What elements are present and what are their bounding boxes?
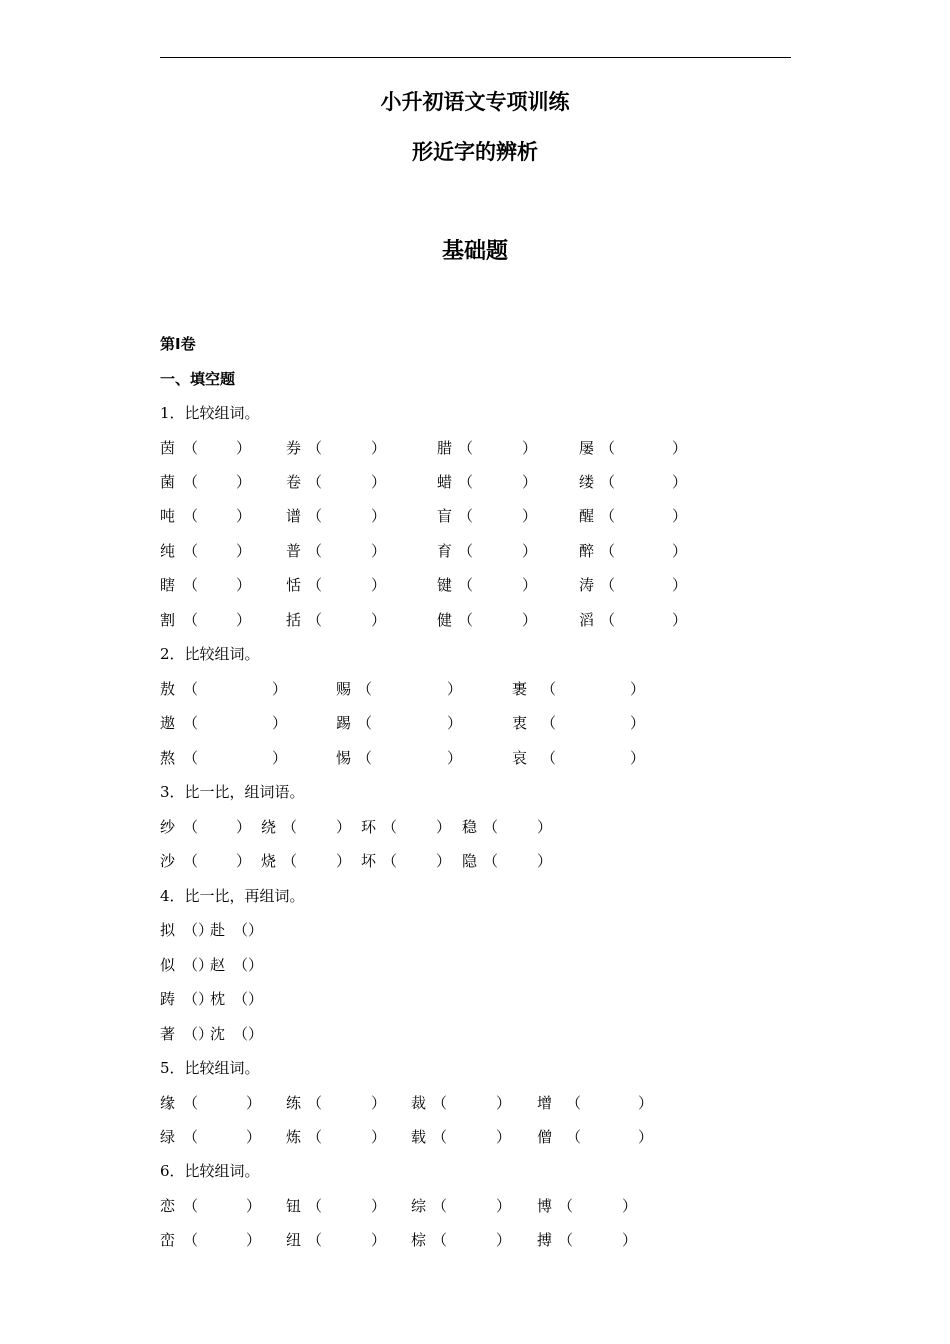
answer-blank: （）	[233, 956, 264, 974]
answer-blank-close: ）	[236, 542, 252, 560]
answer-blank-open: （	[183, 1231, 199, 1249]
q3-row	[0, 851, 950, 871]
answer-blank-open: （	[307, 611, 323, 629]
answer-blank-close: ）	[371, 1094, 387, 1112]
character: 赐	[336, 680, 352, 698]
character: 绿	[160, 1128, 176, 1146]
character: 涛	[579, 576, 595, 594]
answer-blank-close: ）	[447, 749, 463, 767]
answer-blank-open: （	[600, 542, 616, 560]
page-title: 小升初语文专项训练	[380, 90, 570, 114]
character: 腊	[437, 439, 453, 457]
character: 割	[160, 611, 176, 629]
answer-blank-open: （	[566, 1128, 582, 1146]
answer-blank-close: ）	[522, 473, 538, 491]
answer-blank-open: （	[183, 852, 199, 870]
answer-blank-close: ）	[496, 1128, 512, 1146]
character: 敖	[160, 680, 176, 698]
q4-row	[0, 920, 950, 940]
character: 蜡	[437, 473, 453, 491]
answer-blank-open: （	[183, 473, 199, 491]
answer-blank: （）	[233, 990, 264, 1008]
character: 稳	[462, 818, 478, 836]
answer-blank-close: ）	[496, 1094, 512, 1112]
answer-blank-close: ）	[371, 439, 387, 457]
page-subtitle: 形近字的辨析	[412, 140, 538, 164]
answer-blank-close: ）	[272, 714, 288, 732]
character: 枕	[210, 990, 226, 1008]
q1-row	[0, 438, 950, 458]
q4-row	[0, 989, 950, 1009]
answer-blank-open: （	[600, 507, 616, 525]
q1-row	[0, 541, 950, 561]
character: 括	[286, 611, 302, 629]
character: 惕	[336, 749, 352, 767]
answer-blank-close: ）	[371, 611, 387, 629]
answer-blank-close: ）	[522, 439, 538, 457]
q2-row	[0, 679, 950, 699]
character: 屡	[579, 439, 595, 457]
character: 环	[361, 818, 377, 836]
answer-blank-close: ）	[638, 1128, 654, 1146]
answer-blank-open: （	[458, 576, 474, 594]
answer-blank-open: （	[432, 1231, 448, 1249]
answer-blank-close: ）	[522, 542, 538, 560]
answer-blank-close: ）	[630, 749, 646, 767]
answer-blank-open: （	[600, 576, 616, 594]
q4-prompt: 4．比一比，再组词。	[160, 887, 305, 905]
q4-row	[0, 1024, 950, 1044]
answer-blank-open: （	[183, 818, 199, 836]
answer-blank-close: ）	[371, 1128, 387, 1146]
character: 茵	[160, 439, 176, 457]
character: 综	[411, 1197, 427, 1215]
answer-blank-open: （	[183, 680, 199, 698]
answer-blank: （）	[183, 956, 214, 974]
answer-blank-close: ）	[672, 542, 688, 560]
character: 沙	[160, 852, 176, 870]
answer-blank-open: （	[357, 680, 373, 698]
character: 吨	[160, 507, 176, 525]
q2-row	[0, 713, 950, 733]
character: 谱	[286, 507, 302, 525]
answer-blank-close: ）	[496, 1197, 512, 1215]
answer-blank-close: ）	[371, 473, 387, 491]
character: 育	[437, 542, 453, 560]
answer-blank-open: （	[282, 852, 298, 870]
answer-blank-close: ）	[236, 439, 252, 457]
character: 券	[286, 439, 302, 457]
answer-blank-open: （	[483, 818, 499, 836]
answer-blank-close: ）	[371, 542, 387, 560]
answer-blank-close: ）	[496, 1231, 512, 1249]
q3-row	[0, 817, 950, 837]
character: 纱	[160, 818, 176, 836]
answer-blank-open: （	[541, 749, 557, 767]
q1-prompt: 1．比较组词。	[160, 404, 260, 422]
character: 练	[286, 1094, 302, 1112]
answer-blank-open: （	[558, 1231, 574, 1249]
answer-blank-open: （	[458, 507, 474, 525]
character: 衷	[512, 714, 528, 732]
answer-blank-open: （	[382, 852, 398, 870]
answer-blank-close: ）	[447, 714, 463, 732]
answer-blank-close: ）	[537, 852, 553, 870]
answer-blank-close: ）	[236, 576, 252, 594]
character: 沈	[210, 1025, 226, 1043]
level-heading: 基础题	[441, 239, 508, 264]
answer-blank-close: ）	[336, 852, 352, 870]
character: 博	[537, 1197, 553, 1215]
answer-blank-open: （	[566, 1094, 582, 1112]
character: 裹	[512, 680, 528, 698]
answer-blank-open: （	[483, 852, 499, 870]
answer-blank-open: （	[307, 1231, 323, 1249]
character: 坏	[361, 852, 377, 870]
character: 增	[537, 1094, 553, 1112]
character: 峦	[160, 1231, 176, 1249]
answer-blank-open: （	[183, 507, 199, 525]
character: 健	[437, 611, 453, 629]
answer-blank-open: （	[357, 749, 373, 767]
answer-blank: （）	[183, 921, 214, 939]
answer-blank-close: ）	[236, 852, 252, 870]
answer-blank-open: （	[307, 473, 323, 491]
character: 隐	[462, 852, 478, 870]
answer-blank-open: （	[183, 749, 199, 767]
character: 炼	[286, 1128, 302, 1146]
answer-blank-open: （	[458, 611, 474, 629]
answer-blank-open: （	[183, 1197, 199, 1215]
answer-blank-open: （	[307, 1197, 323, 1215]
character: 纯	[160, 542, 176, 560]
q2-prompt: 2．比较组词。	[160, 645, 260, 663]
character: 赴	[210, 921, 226, 939]
character: 纽	[286, 1231, 302, 1249]
answer-blank-close: ）	[672, 439, 688, 457]
answer-blank-open: （	[541, 680, 557, 698]
answer-blank-close: ）	[236, 818, 252, 836]
volume-label: 第Ⅰ卷	[160, 335, 196, 353]
character: 卷	[286, 473, 302, 491]
character: 哀	[512, 749, 528, 767]
answer-blank-close: ）	[371, 1197, 387, 1215]
answer-blank-close: ）	[236, 611, 252, 629]
q1-row	[0, 506, 950, 526]
q3-prompt: 3．比一比，组词语。	[160, 783, 305, 801]
character: 普	[286, 542, 302, 560]
answer-blank-open: （	[307, 1094, 323, 1112]
answer-blank-close: ）	[246, 1094, 262, 1112]
answer-blank-close: ）	[236, 473, 252, 491]
answer-blank-close: ）	[672, 507, 688, 525]
q4-row	[0, 955, 950, 975]
answer-blank-open: （	[183, 611, 199, 629]
answer-blank-close: ）	[246, 1128, 262, 1146]
character: 踌	[160, 990, 176, 1008]
character: 键	[437, 576, 453, 594]
q1-row	[0, 575, 950, 595]
answer-blank-open: （	[307, 1128, 323, 1146]
answer-blank-open: （	[600, 439, 616, 457]
answer-blank-close: ）	[236, 507, 252, 525]
answer-blank-open: （	[307, 542, 323, 560]
character: 裁	[411, 1094, 427, 1112]
character: 缕	[579, 473, 595, 491]
answer-blank-open: （	[600, 473, 616, 491]
answer-blank-open: （	[432, 1094, 448, 1112]
q6-prompt: 6．比较组词。	[160, 1162, 260, 1180]
character: 盲	[437, 507, 453, 525]
answer-blank-close: ）	[522, 507, 538, 525]
answer-blank-open: （	[183, 542, 199, 560]
answer-blank-close: ）	[630, 680, 646, 698]
answer-blank-open: （	[458, 473, 474, 491]
answer-blank-close: ）	[272, 680, 288, 698]
answer-blank-close: ）	[371, 1231, 387, 1249]
q5-row	[0, 1127, 950, 1147]
character: 僧	[537, 1128, 553, 1146]
answer-blank-close: ）	[638, 1094, 654, 1112]
q6-row	[0, 1196, 950, 1216]
character: 醉	[579, 542, 595, 560]
character: 恬	[286, 576, 302, 594]
character: 钮	[286, 1197, 302, 1215]
answer-blank-open: （	[282, 818, 298, 836]
character: 搏	[537, 1231, 553, 1249]
answer-blank-close: ）	[246, 1231, 262, 1249]
character: 烧	[261, 852, 277, 870]
answer-blank-open: （	[307, 439, 323, 457]
answer-blank-close: ）	[622, 1231, 638, 1249]
answer-blank-close: ）	[436, 818, 452, 836]
answer-blank-close: ）	[622, 1197, 638, 1215]
character: 棕	[411, 1231, 427, 1249]
character: 踢	[336, 714, 352, 732]
answer-blank-open: （	[357, 714, 373, 732]
answer-blank-close: ）	[522, 611, 538, 629]
answer-blank-close: ）	[447, 680, 463, 698]
answer-blank-close: ）	[272, 749, 288, 767]
answer-blank-close: ）	[672, 611, 688, 629]
answer-blank-open: （	[600, 611, 616, 629]
character: 醒	[579, 507, 595, 525]
q2-row	[0, 748, 950, 768]
answer-blank-open: （	[432, 1197, 448, 1215]
answer-blank-close: ）	[336, 818, 352, 836]
answer-blank-open: （	[382, 818, 398, 836]
answer-blank-open: （	[458, 439, 474, 457]
character: 瞎	[160, 576, 176, 594]
character: 著	[160, 1025, 176, 1043]
answer-blank-close: ）	[537, 818, 553, 836]
character: 遨	[160, 714, 176, 732]
answer-blank: （）	[233, 1025, 264, 1043]
answer-blank-open: （	[432, 1128, 448, 1146]
answer-blank-open: （	[183, 1094, 199, 1112]
character: 绕	[261, 818, 277, 836]
character: 载	[411, 1128, 427, 1146]
answer-blank-open: （	[183, 439, 199, 457]
answer-blank-close: ）	[630, 714, 646, 732]
q1-row	[0, 472, 950, 492]
answer-blank-open: （	[183, 576, 199, 594]
answer-blank-open: （	[307, 576, 323, 594]
character: 恋	[160, 1197, 176, 1215]
answer-blank: （）	[183, 1025, 214, 1043]
answer-blank-open: （	[307, 507, 323, 525]
q1-row	[0, 610, 950, 630]
answer-blank-open: （	[541, 714, 557, 732]
q6-row	[0, 1230, 950, 1250]
character: 菌	[160, 473, 176, 491]
answer-blank-close: ）	[522, 576, 538, 594]
section-heading: 一、填空题	[160, 370, 236, 388]
answer-blank-close: ）	[371, 507, 387, 525]
character: 滔	[579, 611, 595, 629]
answer-blank-close: ）	[436, 852, 452, 870]
character: 赵	[210, 956, 226, 974]
answer-blank-open: （	[558, 1197, 574, 1215]
answer-blank: （）	[183, 990, 214, 1008]
character: 熬	[160, 749, 176, 767]
answer-blank-open: （	[458, 542, 474, 560]
answer-blank-open: （	[183, 714, 199, 732]
answer-blank-open: （	[183, 1128, 199, 1146]
header-rule	[160, 57, 791, 58]
answer-blank-close: ）	[672, 576, 688, 594]
q5-prompt: 5．比较组词。	[160, 1059, 260, 1077]
answer-blank: （）	[233, 921, 264, 939]
answer-blank-close: ）	[371, 576, 387, 594]
answer-blank-close: ）	[246, 1197, 262, 1215]
character: 似	[160, 956, 176, 974]
q5-row	[0, 1093, 950, 1113]
character: 拟	[160, 921, 176, 939]
character: 缘	[160, 1094, 176, 1112]
answer-blank-close: ）	[672, 473, 688, 491]
